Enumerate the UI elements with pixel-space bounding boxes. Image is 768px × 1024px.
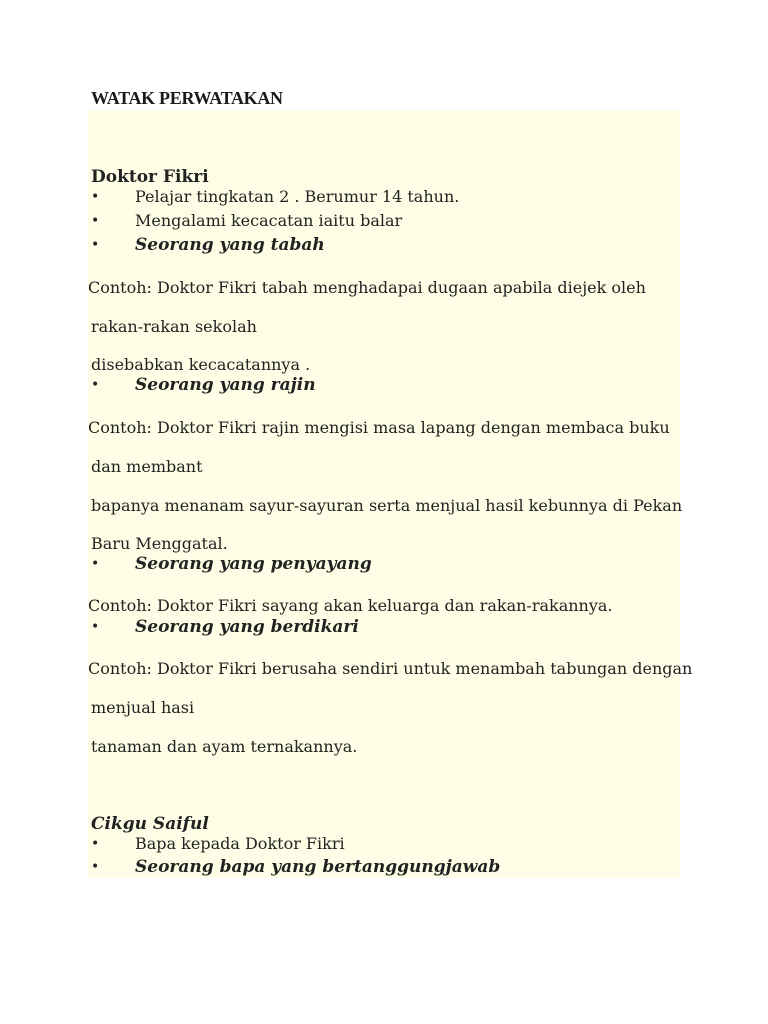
example-text: Contoh: Doktor Fikri berusaha sendiri untuk menambah tabungan dengan <box>88 659 693 678</box>
example-text: Baru Menggatal. <box>91 534 228 553</box>
bullet-icon: • <box>91 213 100 229</box>
list-item: Pelajar tingkatan 2 . Berumur 14 tahun. <box>135 187 460 206</box>
list-item: Mengalami kecacatan iaitu balar <box>135 211 403 230</box>
bullet-icon: • <box>91 237 100 253</box>
example-text: Contoh: Doktor Fikri sayang akan keluarga dan rakan-rakannya. <box>88 596 613 615</box>
trait-heading-penyayang: Seorang yang penyayang <box>135 554 372 574</box>
example-text: menjual hasi <box>91 698 195 717</box>
bullet-icon: • <box>91 619 100 635</box>
example-text: bapanya menanam sayur-sayuran serta menjual hasil kebunnya di Pekan <box>91 496 683 515</box>
section-heading-doktor-fikri: Doktor Fikri <box>91 167 209 187</box>
example-text: disebabkan kecacatannya . <box>91 355 311 374</box>
bullet-icon: • <box>91 189 100 205</box>
list-item: Bapa kepada Doktor Fikri <box>135 834 345 853</box>
example-text: tanaman dan ayam ternakannya. <box>91 737 358 756</box>
section-heading-cikgu-saiful: Cikgu Saiful <box>91 814 209 834</box>
bullet-icon: • <box>91 836 100 852</box>
trait-heading-rajin: Seorang yang rajin <box>135 375 316 395</box>
bullet-icon: • <box>91 859 100 875</box>
trait-heading-tabah: Seorang yang tabah <box>135 235 325 255</box>
example-text: Contoh: Doktor Fikri tabah menghadapai dugaan apabila diejek oleh <box>88 278 646 297</box>
page-title: WATAK PERWATAKAN <box>91 88 283 108</box>
trait-heading-berdikari: Seorang yang berdikari <box>135 617 359 637</box>
bullet-icon: • <box>91 556 100 572</box>
bullet-icon: • <box>91 377 100 393</box>
example-text: Contoh: Doktor Fikri rajin mengisi masa lapang dengan membaca buku <box>88 418 670 437</box>
example-text: dan membant <box>91 457 203 476</box>
example-text: rakan-rakan sekolah <box>91 317 257 336</box>
trait-heading-bertanggungjawab: Seorang bapa yang bertanggungjawab <box>135 857 501 877</box>
